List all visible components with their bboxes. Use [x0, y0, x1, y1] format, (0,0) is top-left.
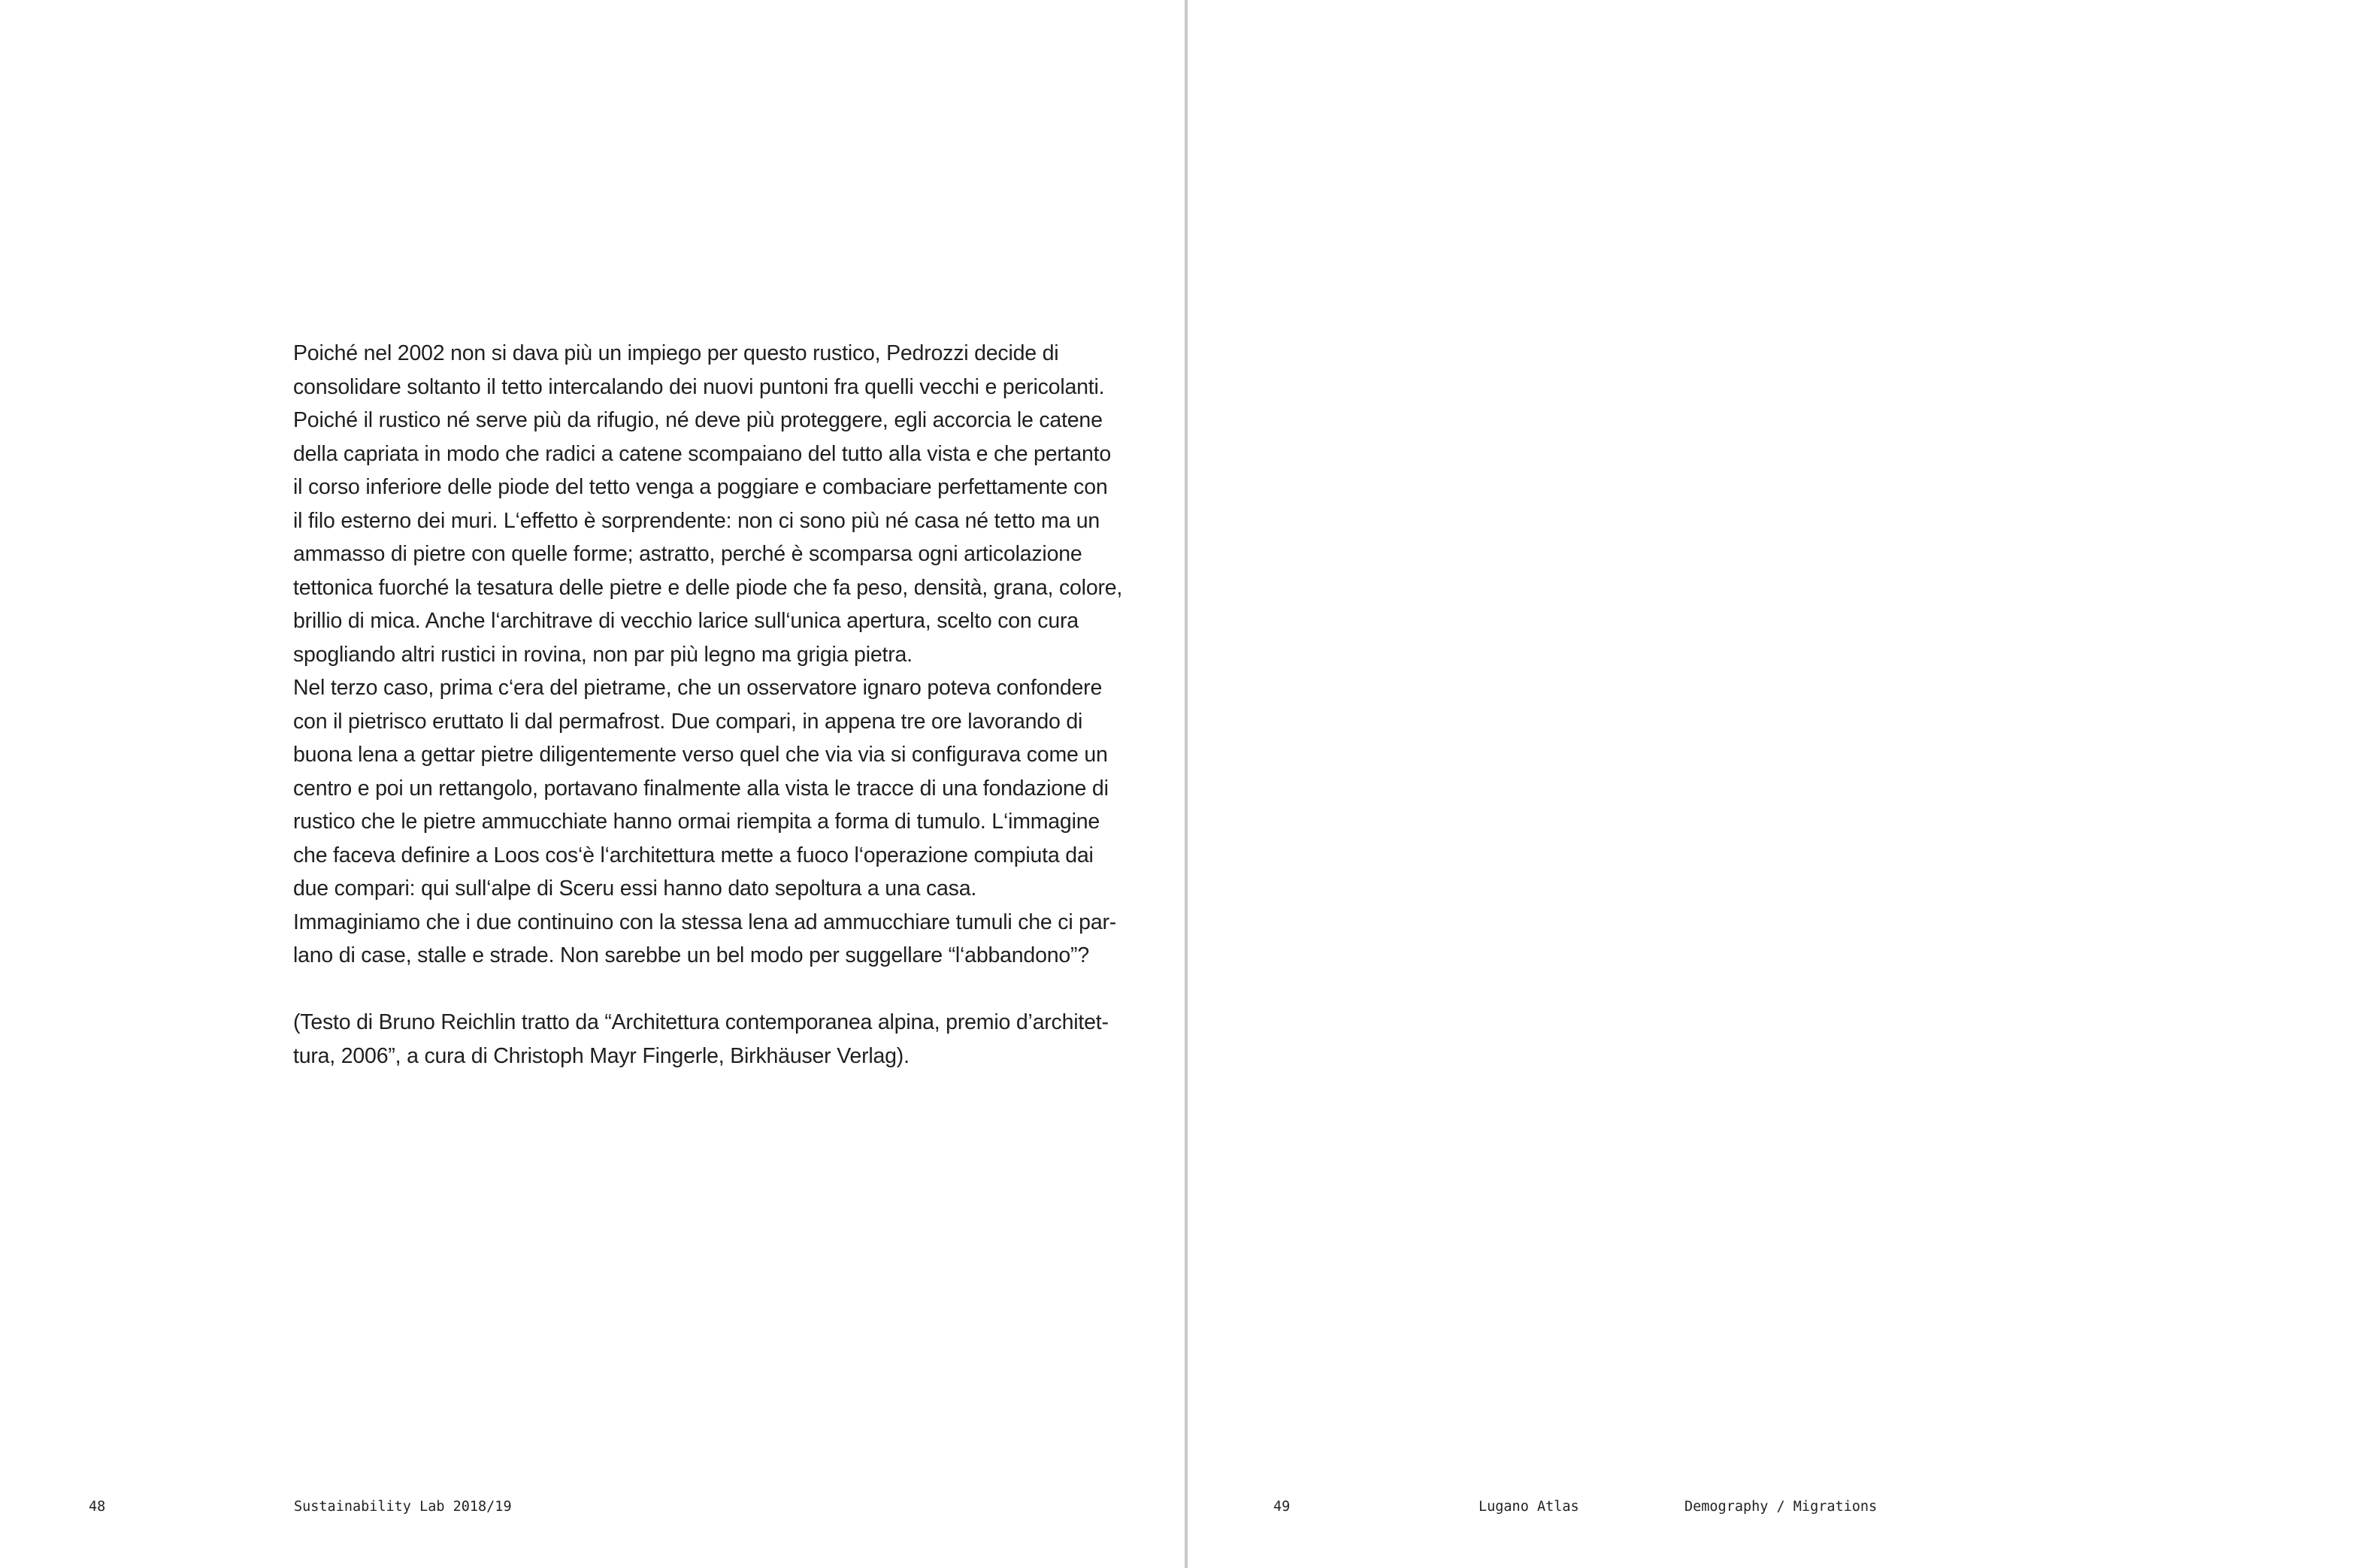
essay-line: Nel terzo caso, prima c‘era del pietrame, che un osservatore ignaro poteva confondere — [293, 676, 1103, 700]
right-running-title: Lugano Atlas — [1479, 1499, 1579, 1515]
right-section-title: Demography / Migrations — [1684, 1499, 1878, 1515]
essay-line: due compari: qui sull‘alpe di Sceru essi hanno dato sepoltura a una casa. — [293, 876, 977, 901]
left-page-number: 48 — [89, 1499, 106, 1515]
citation-line: (Testo di Bruno Reichlin tratto da “Architettura contemporanea alpina, premio d’architet- — [293, 1010, 1109, 1034]
essay-line: consolidare soltanto il tetto intercalando dei nuovi puntoni fra quelli vecchi e pericolanti. — [293, 374, 1105, 399]
essay-line: che faceva definire a Loos cos‘è l‘architettura mette a fuoco l‘operazione compiuta dai — [293, 843, 1094, 867]
essay-line: il corso inferiore delle piode del tetto venga a poggiare e combaciare perfettamente con — [293, 475, 1108, 499]
essay-line: con il pietrisco eruttato li dal permafrost. Due compari, in appena tre ore lavorando di — [293, 709, 1083, 734]
essay-line: centro e poi un rettangolo, portavano finalmente alla vista le tracce di una fondazione di — [293, 776, 1109, 801]
essay-line: spogliando altri rustici in rovina, non par più legno ma grigia pietra. — [293, 642, 913, 667]
paragraph-spacer — [293, 973, 1105, 1006]
essay-line: Poiché il rustico né serve più da rifugio, né deve più proteggere, egli accorcia le catene — [293, 408, 1103, 432]
essay-line: il filo esterno dei muri. L‘effetto è sorprendente: non ci sono più né casa né tetto ma un — [293, 508, 1100, 533]
essay-line: tettonica fuorché la tesatura delle pietre e delle piode che fa peso, densità, grana, colore, — [293, 575, 1123, 600]
essay-line: ammasso di pietre con quelle forme; astratto, perché è scomparsa ogni articolazione — [293, 542, 1082, 566]
essay-line: brillio di mica. Anche l‘architrave di vecchio larice sull‘unica apertura, scelto con cura — [293, 609, 1079, 633]
essay-text — [293, 337, 1123, 1073]
right-page-number: 49 — [1273, 1499, 1291, 1515]
essay-line: buona lena a gettar pietre diligentemente verso quel che via via si configurava come un — [293, 743, 1108, 767]
essay-line: della capriata in modo che radici a catene scompaiano del tutto alla vista e che pertanto — [293, 441, 1112, 466]
essay-line: Poiché nel 2002 non si dava più un impiego per questo rustico, Pedrozzi decide di — [293, 341, 1059, 365]
left-running-title: Sustainability Lab 2018/19 — [294, 1499, 512, 1515]
essay-line: lano di case, stalle e strade. Non sarebbe un bel modo per suggellare “l‘abbandono”? — [293, 943, 1089, 967]
citation-line: tura, 2006”, a cura di Christoph Mayr Fingerle, Birkhäuser Verlag). — [293, 1043, 910, 1068]
essay-line: Immaginiamo che i due continuino con la stessa lena ad ammucchiare tumuli che ci par- — [293, 910, 1117, 934]
essay-line: rustico che le pietre ammucchiate hanno ormai riempita a forma di tumulo. L‘immagine — [293, 810, 1100, 834]
right-page — [1188, 0, 2367, 1568]
